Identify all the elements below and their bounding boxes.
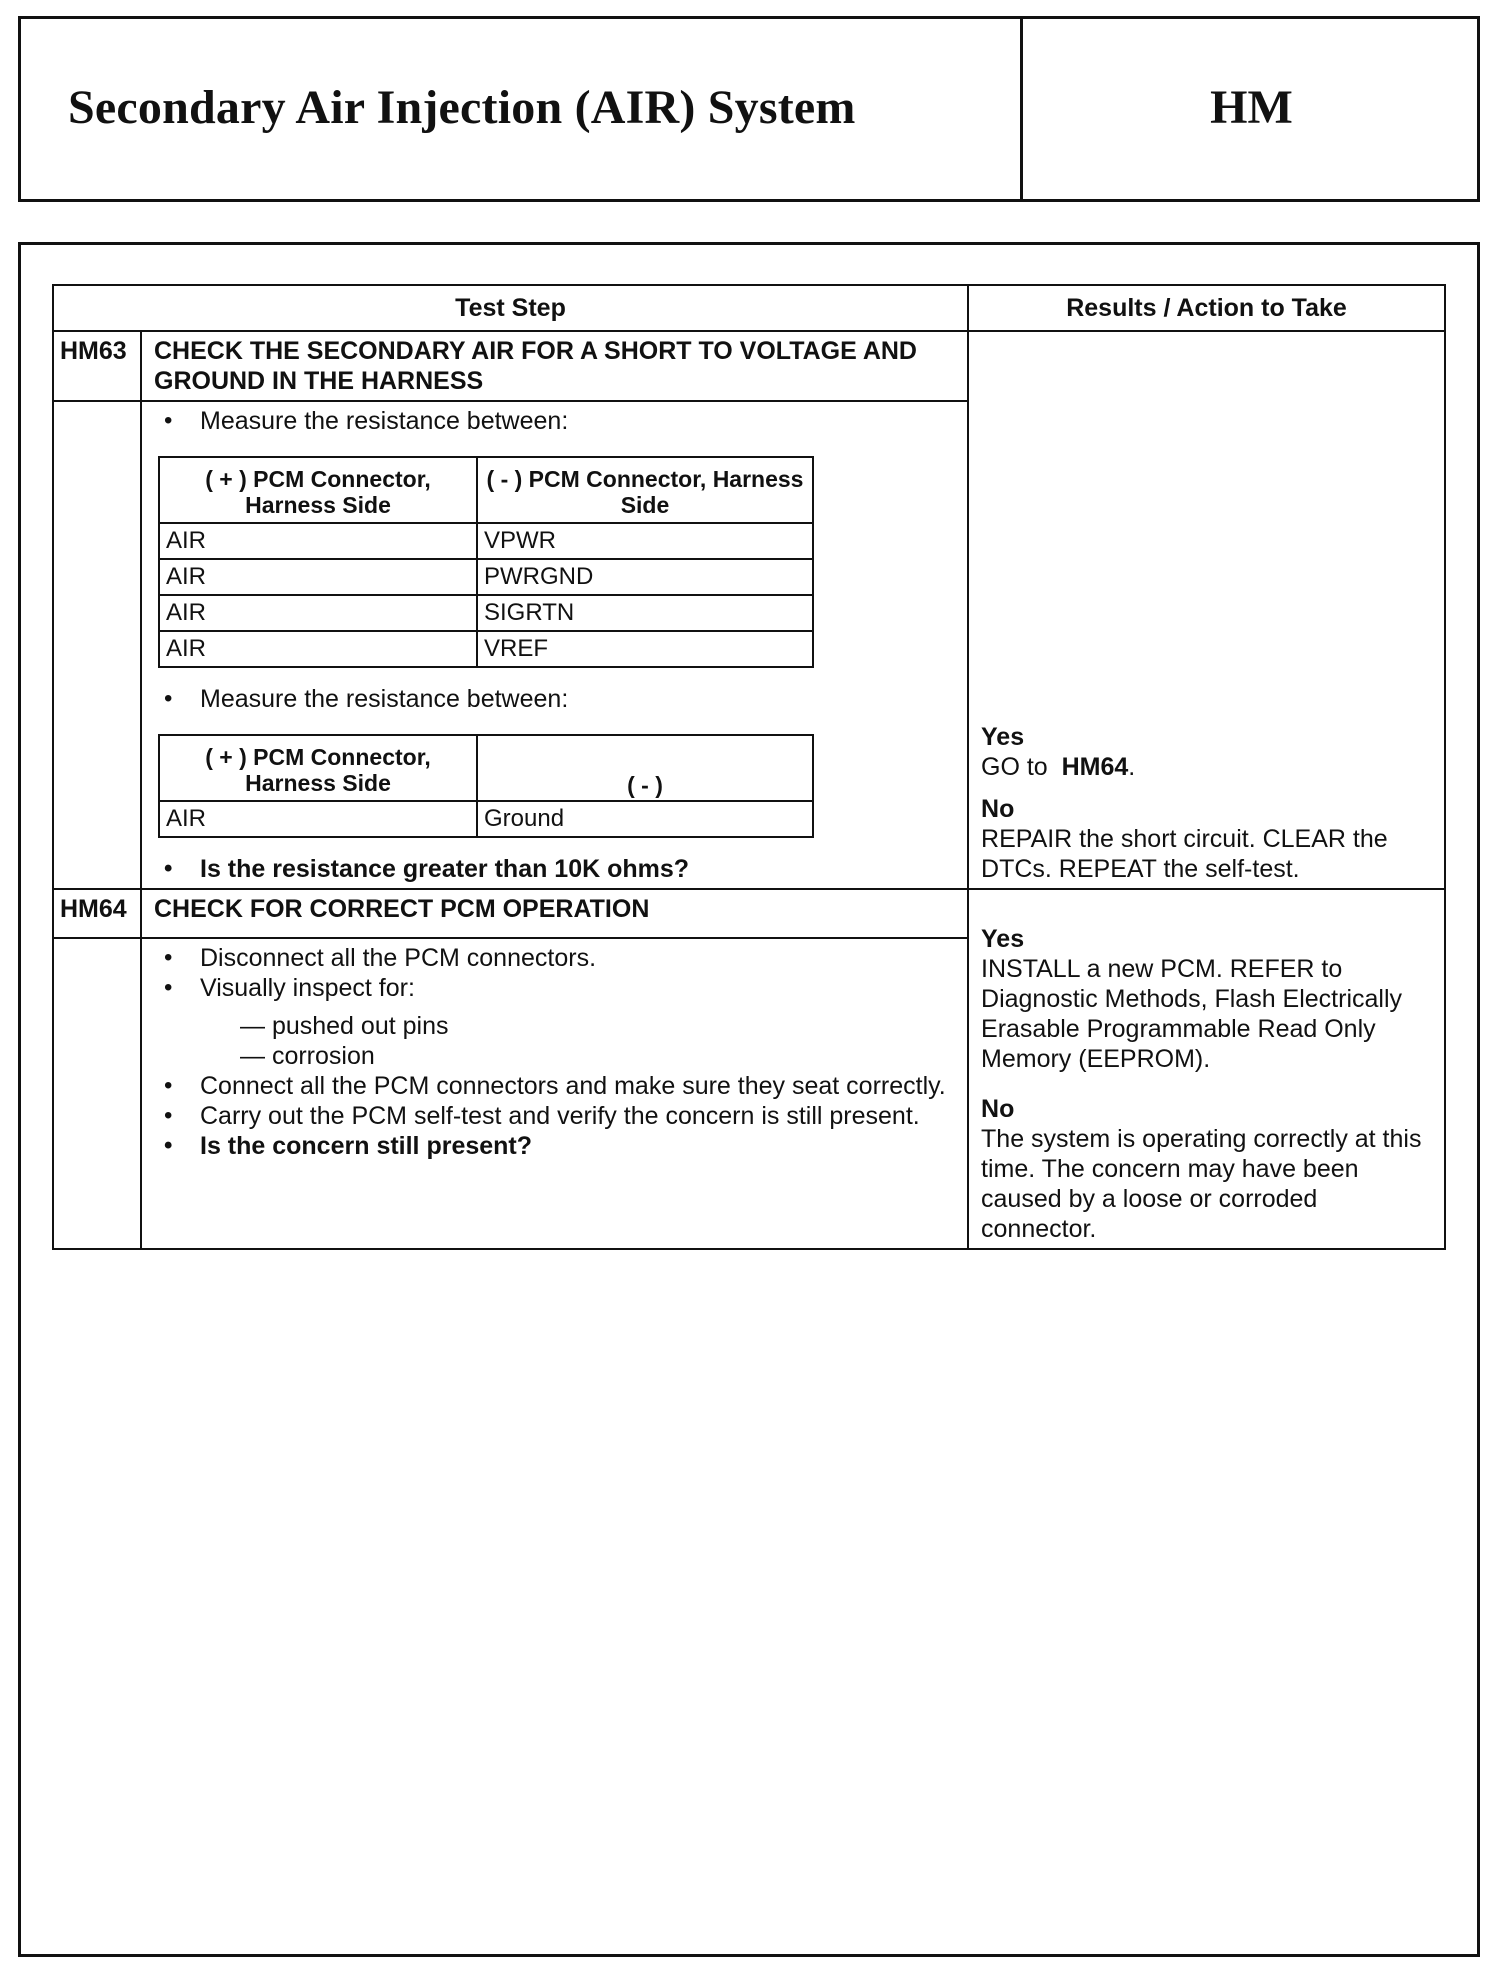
no-action: REPAIR the short circuit. CLEAR the DTCs. REPEAT the self-test. <box>981 825 1388 883</box>
step-title: CHECK THE SECONDARY AIR FOR A SHORT TO VOLTAGE AND GROUND IN THE HARNESS <box>141 331 968 401</box>
step-question: • Is the resistance greater than 10K ohms? <box>154 854 959 884</box>
column-header: ( + ) PCM Connector, Harness Side <box>159 457 477 523</box>
list-item: • Measure the resistance between: <box>154 406 959 436</box>
step-id-spacer <box>53 938 141 1249</box>
table-row <box>159 523 813 559</box>
table-row <box>159 559 813 595</box>
list-item: • Measure the resistance between: <box>154 684 959 714</box>
column-header: ( - ) PCM Connector, Harness Side <box>477 457 813 523</box>
step-reference: HM64 <box>1061 753 1129 781</box>
table-cell: AIR <box>159 595 477 631</box>
step-question: • Is the concern still present? <box>154 1131 959 1161</box>
list-item: • Visually inspect for: <box>154 973 959 1003</box>
table-cell: AIR <box>159 631 477 667</box>
step-id: HM64 <box>53 889 141 938</box>
step-hm64-body <box>141 938 968 1249</box>
test-step-header: Test Step <box>53 285 968 331</box>
no-label: No <box>981 1095 1015 1123</box>
table-row <box>159 631 813 667</box>
column-header: ( + ) PCM Connector, Harness Side <box>159 735 477 801</box>
table-cell: VPWR <box>477 523 813 559</box>
section-code: HM <box>1210 81 1293 134</box>
table-cell: PWRGND <box>477 559 813 595</box>
table-cell: VREF <box>477 631 813 667</box>
table-cell: Ground <box>477 801 813 837</box>
table-cell: AIR <box>159 523 477 559</box>
step-hm63-body <box>141 401 968 889</box>
step-hm64-results <box>968 889 1445 1249</box>
yes-action <box>981 752 1436 782</box>
results-header: Results / Action to Take <box>968 285 1445 331</box>
step-title: CHECK FOR CORRECT PCM OPERATION <box>141 889 968 938</box>
list-item: • Carry out the PCM self-test and verify the concern is still present. <box>154 1101 959 1131</box>
yes-action-text: GO to <box>981 753 1048 781</box>
no-label: No <box>981 795 1015 823</box>
yes-label: Yes <box>981 723 1025 751</box>
list-item: • Connect all the PCM connectors and make sure they seat correctly. <box>154 1071 959 1101</box>
table-header-row <box>53 285 1445 331</box>
sub-item: — pushed out pins <box>240 1011 449 1040</box>
page-title: Secondary Air Injection (AIR) System <box>68 81 856 134</box>
table-cell: AIR <box>159 559 477 595</box>
step-id: HM63 <box>53 331 141 401</box>
column-header: ( - ) <box>477 735 813 801</box>
resistance-table-2 <box>158 734 814 838</box>
resistance-table-1 <box>158 456 814 668</box>
table-row <box>159 801 813 837</box>
table-cell: SIGRTN <box>477 595 813 631</box>
step-id-spacer <box>53 401 141 889</box>
step-hm63-title-row <box>53 331 1445 401</box>
step-hm63-results <box>968 331 1445 889</box>
sub-item: — corrosion <box>240 1041 375 1070</box>
step-hm64-title-row <box>53 889 1445 938</box>
diagnostic-table <box>52 284 1446 1250</box>
table-cell: AIR <box>159 801 477 837</box>
yes-label: Yes <box>981 925 1025 953</box>
no-action: The system is operating correctly at this time. The concern may have been caused by a loose or corroded connector. <box>981 1125 1422 1243</box>
yes-action: INSTALL a new PCM. REFER to Diagnostic Methods, Flash Electrically Erasable Programmable Read Only Memory (EEPROM). <box>981 955 1403 1073</box>
table-row <box>159 595 813 631</box>
yes-action-end: . <box>1128 753 1136 781</box>
list-item: • Disconnect all the PCM connectors. <box>154 943 959 973</box>
